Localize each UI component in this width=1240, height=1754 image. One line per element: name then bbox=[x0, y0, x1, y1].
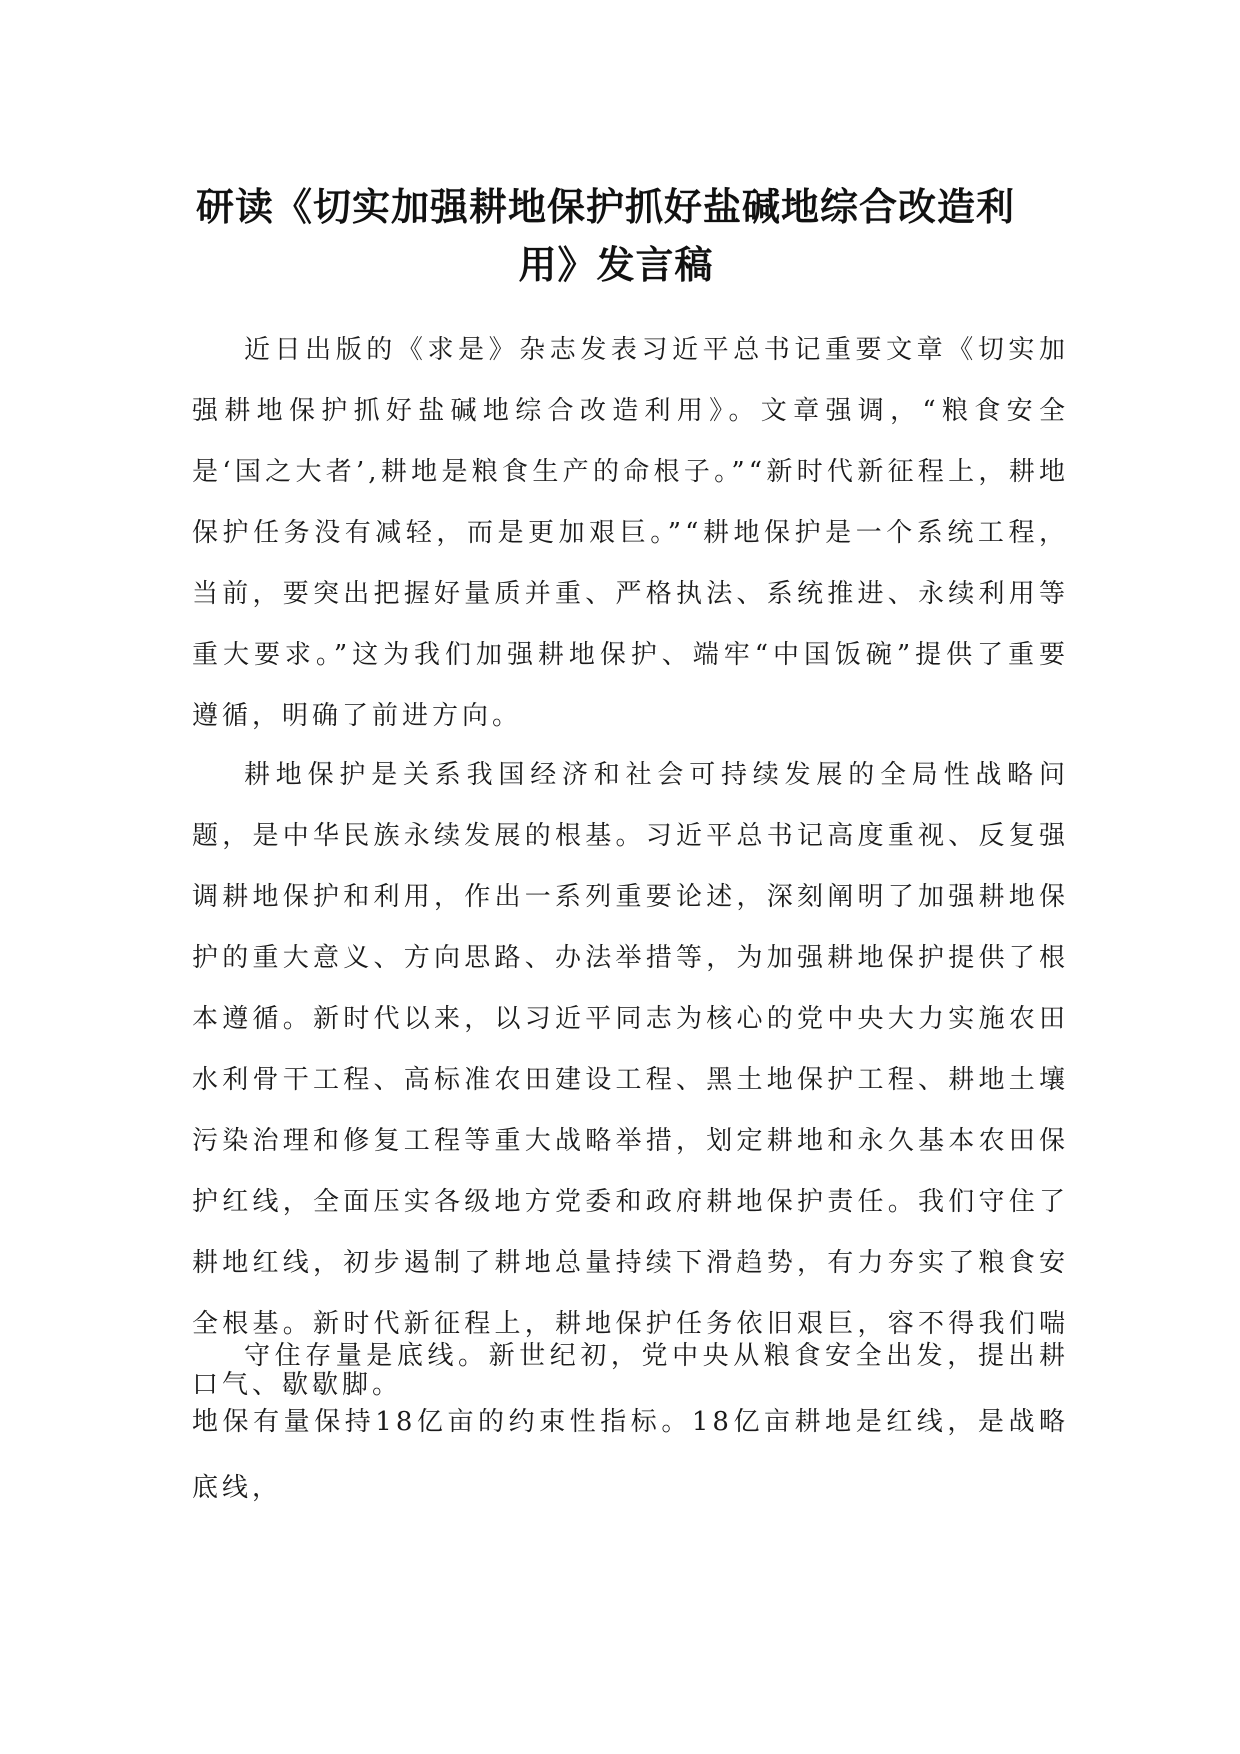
title-line-2: 用》发言稿 bbox=[518, 243, 714, 287]
paragraph-1: 近日出版的《求是》杂志发表习近平总书记重要文章《切实加强耕地保护抓好盐碱地综合改造利用》。文章强调，“粮食安全是‘国之大者’,耕地是粮食生产的命根子。”“新时代新征程上，耕地保护任务没有减轻，而是更加艰巨。”“耕地保护是一个系统工程，当前，要突出把握好量质并重、严格执法、系统推进、永续利用等重大要求。”这为我们加强耕地保护、端牢“中国饭碗”提供了重要遵循，明确了前进方向。 bbox=[192, 335, 1069, 731]
paragraph-2: 耕地保护是关系我国经济和社会可持续发展的全局性战略问题，是中华民族永续发展的根基。习近平总书记高度重视、反复强调耕地保护和利用，作出一系列重要论述，深刻阐明了加强耕地保护的重大意义、方向思路、办法举措等，为加强耕地保护提供了根本遵循。新时代以来，以习近平同志为核心的党中央大力实施农田水利骨干工程、高标准农田建设工程、黑土地保护工程、耕地土壤污染治理和修复工程等重大战略举措，划定耕地和永久基本农田保护红线，全面压实各级地方党委和政府耕地保护责任。我们守住了耕地红线，初步遏制了耕地总量持续下滑趋势，有力夯实了粮食安全根基。新时代新征程上，耕地保护任务依旧艰巨，容不得我们喘口气、歇歇脚。 bbox=[192, 760, 1069, 1400]
paragraph-3: 守住存量是底线。新世纪初，党中央从粮食安全出发，提出耕地保有量保持18亿亩的约束性指标。18亿亩耕地是红线，是战略底线， bbox=[192, 1341, 1069, 1503]
document-title bbox=[196, 178, 1036, 294]
title-line-1: 研读《切实加强耕地保护抓好盐碱地综合改造利 bbox=[196, 185, 1016, 229]
